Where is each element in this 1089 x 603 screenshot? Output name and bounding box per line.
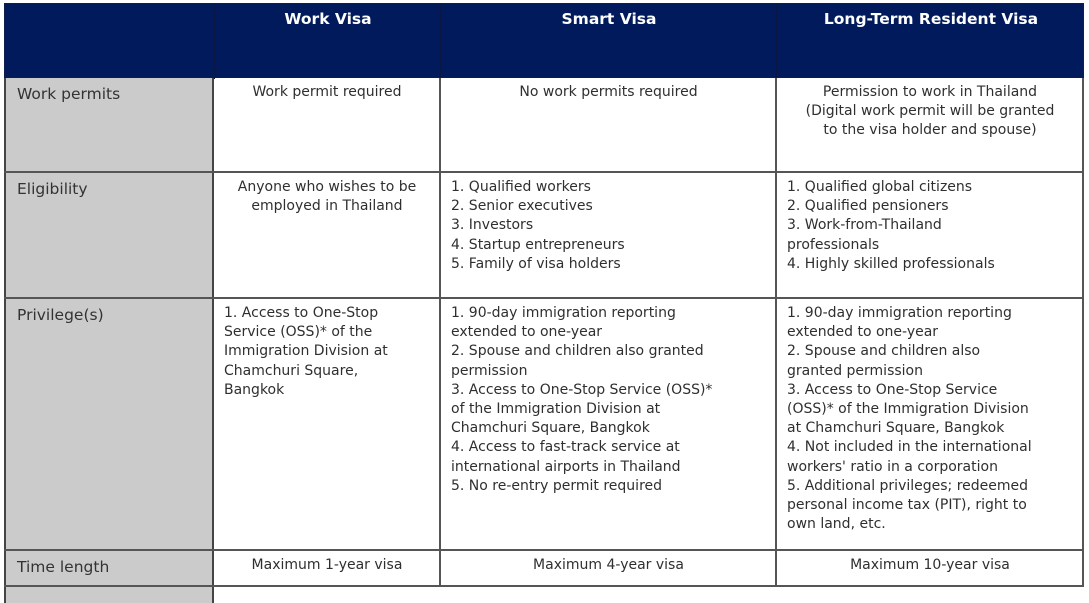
cell-line: extended to one-year [451, 324, 603, 341]
cell-smart-visa [441, 78, 776, 173]
cell-line: (Digital work permit will be granted [805, 103, 1055, 120]
cell-ltr-visa [777, 173, 1083, 298]
cell-line: international airports in Thailand [451, 458, 681, 475]
cell-line: 5. No re-entry permit required [451, 477, 663, 494]
cell-line: Bangkok [224, 381, 285, 398]
header-corner [5, 4, 215, 79]
cell-smart-visa [441, 551, 776, 586]
cell-line: at Chamchuri Square, Bangkok [787, 420, 1005, 437]
cell-ltr-visa [777, 551, 1083, 586]
table-header [4, 3, 1084, 78]
header-ltr-visa: Long-Term Resident Visa [823, 10, 1039, 28]
cell-line: 2. Spouse and children also [787, 343, 981, 360]
header-smart-visa: Smart Visa [561, 10, 657, 28]
row-label: Work permits [4, 78, 214, 173]
cell-line: professionals [787, 236, 880, 253]
table-row-privileges [4, 299, 1084, 550]
cell-line: 1. 90-day immigration reporting [787, 305, 1012, 321]
cell-line: permission [451, 362, 528, 379]
cell-line: Maximum 1-year visa [251, 557, 403, 573]
cell-line: 4. Highly skilled professionals [787, 255, 995, 272]
cell-line: 1. Qualified workers [451, 179, 591, 195]
cell-work-visa [214, 299, 440, 550]
table-right-border [1082, 78, 1084, 173]
cell-line: 1. Access to One-Stop [224, 305, 379, 321]
cell-work-visa [214, 78, 440, 173]
cell-line: to the visa holder and spouse) [823, 122, 1037, 139]
cell-ltr-visa [777, 78, 1083, 173]
cell-line: Work permit required [252, 84, 402, 100]
row-label-empty [4, 587, 214, 603]
cell-line: 5. Family of visa holders [451, 255, 621, 272]
cell-line: 4. Access to fast-track service at [451, 439, 680, 456]
cell-line: 2. Senior executives [451, 198, 593, 215]
cell-smart-visa [441, 299, 776, 550]
cell-line: workers' ratio in a corporation [787, 458, 998, 475]
header-work-visa: Work Visa [284, 10, 372, 28]
cell-work-visa [214, 173, 440, 298]
cell-line: 1. Qualified global citizens [787, 179, 973, 195]
cell-line: Anyone who wishes to be [237, 179, 417, 195]
cell-line: 5. Additional privileges; redeemed [787, 477, 1029, 494]
table-row-partial [4, 587, 1084, 603]
cell-line: 1. 90-day immigration reporting [451, 305, 676, 321]
cell-line: personal income tax (PIT), right to [787, 497, 1027, 514]
cell-line: 2. Spouse and children also granted [451, 343, 704, 360]
cell-work-visa [214, 551, 440, 586]
cell-line: 3. Access to One-Stop Service [787, 381, 998, 398]
table-row-time-length [4, 551, 1084, 586]
cell-ltr-visa [777, 299, 1083, 550]
cell-line: Service (OSS)* of the [224, 324, 373, 341]
cell-line: extended to one-year [787, 324, 939, 341]
visa-comparison-table [4, 3, 1084, 603]
row-label: Privilege(s) [4, 299, 214, 550]
cell-line: Immigration Division at [224, 343, 388, 360]
cell-line: Chamchuri Square, Bangkok [451, 420, 650, 437]
cell-line: Maximum 10-year visa [850, 557, 1010, 573]
row-label: Time length [4, 551, 214, 586]
cell-line: Permission to work in Thailand [822, 84, 1038, 100]
cell-line: (OSS)* of the Immigration Division [787, 401, 1029, 418]
table-row-work-permits [4, 78, 1084, 173]
cell-line: 3. Investors [451, 217, 534, 234]
cell-smart-visa [441, 173, 776, 298]
cell-line: 3. Work-from-Thailand [787, 217, 942, 234]
cell-line: employed in Thailand [251, 198, 403, 215]
cell-line: of the Immigration Division at [451, 401, 661, 418]
table-right-border [1082, 551, 1084, 586]
cell-line: Maximum 4-year visa [533, 557, 684, 573]
table-right-border [1082, 299, 1084, 550]
cell-line: 3. Access to One-Stop Service (OSS)* [451, 381, 713, 398]
table-right-border [1082, 173, 1084, 298]
cell-line: No work permits required [519, 84, 698, 100]
table-row-eligibility [4, 173, 1084, 298]
cell-line: own land, etc. [787, 516, 886, 533]
cell-line: 4. Startup entrepreneurs [451, 236, 625, 253]
cell-line: 2. Qualified pensioners [787, 198, 949, 215]
cell-line: 4. Not included in the international [787, 439, 1032, 456]
cell-line: granted permission [787, 362, 923, 379]
row-label: Eligibility [4, 173, 214, 298]
cell-line: Chamchuri Square, [224, 362, 359, 379]
